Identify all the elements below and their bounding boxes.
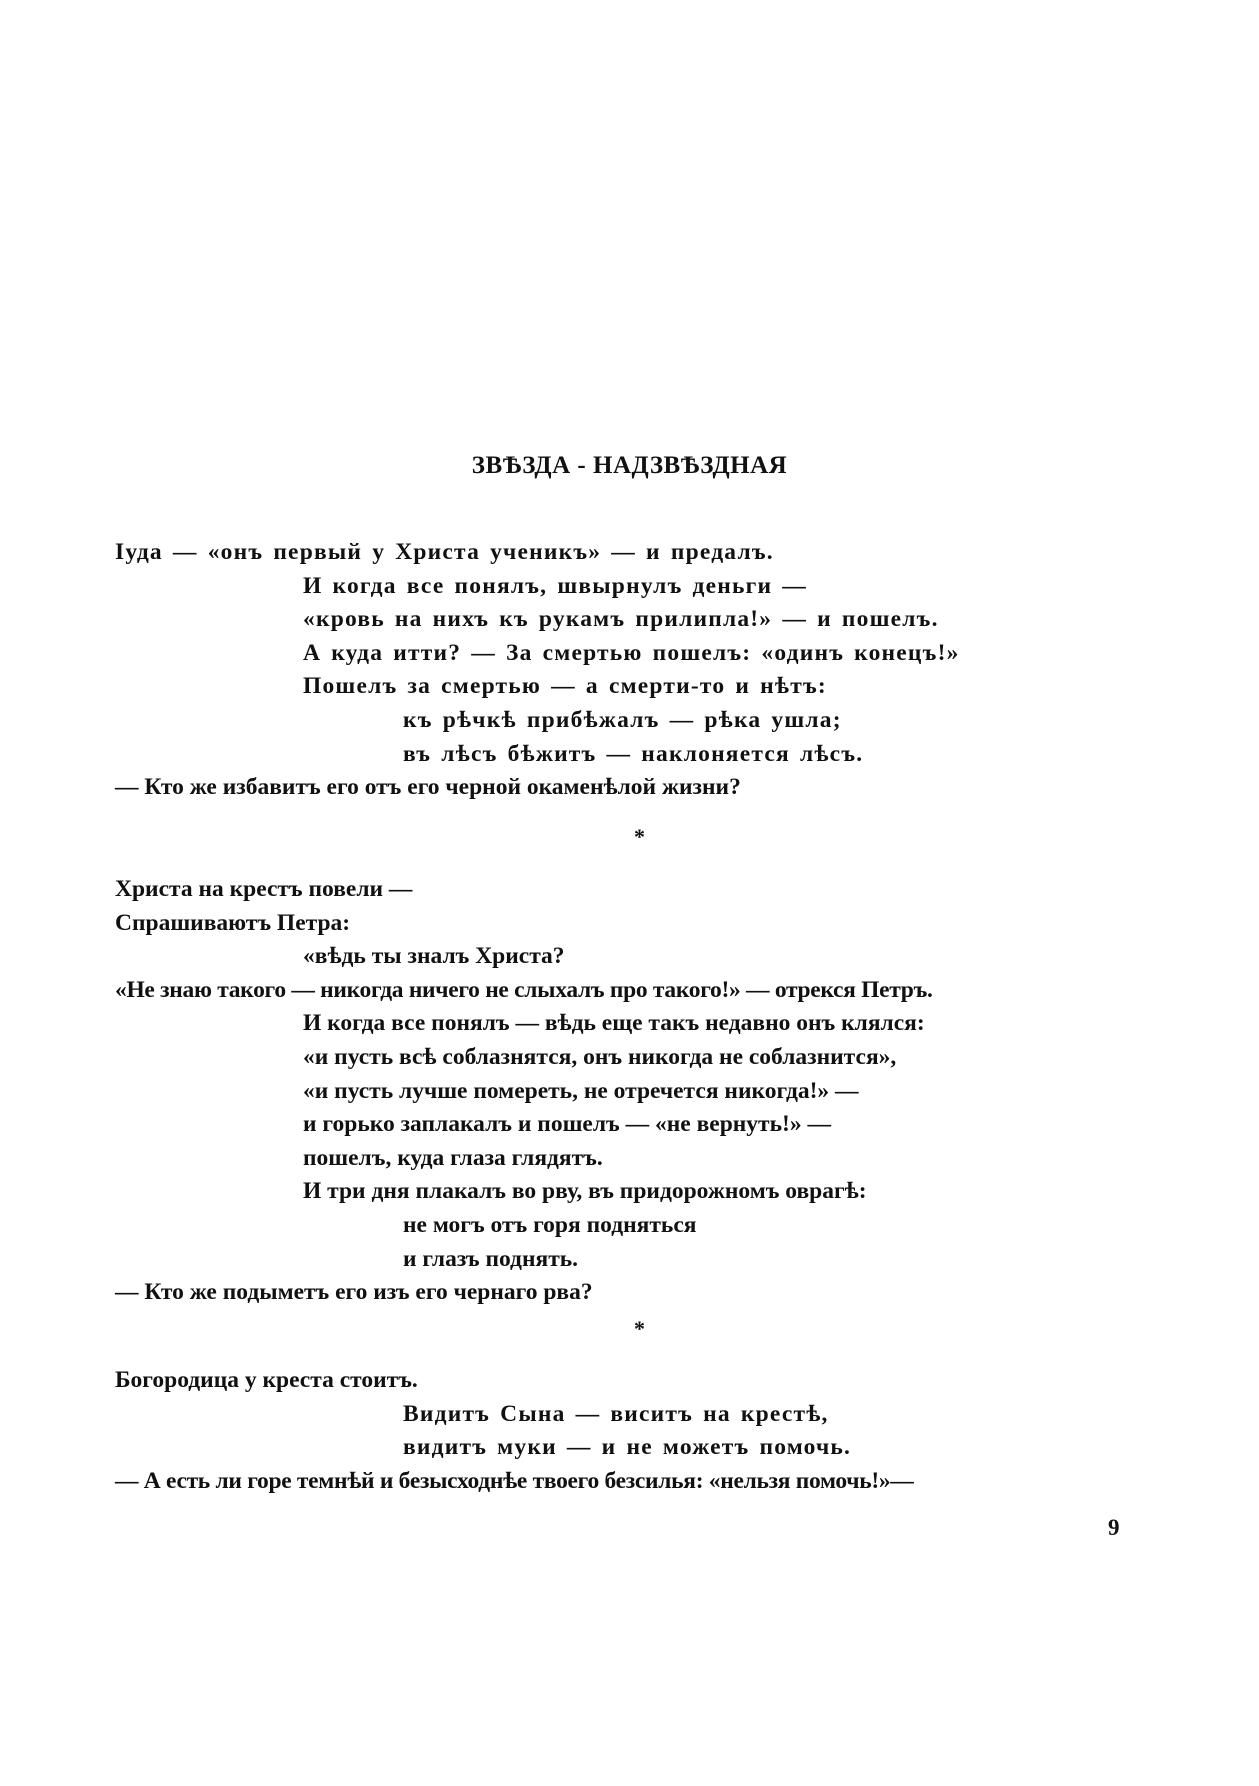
verse-line: — Кто же подыметъ его изъ его чернаго рва? (115, 1279, 593, 1306)
verse-line: «вѣдь ты зналъ Христа? (303, 943, 565, 970)
stanza-separator: * (634, 1316, 645, 1341)
verse-line: — А есть ли горе темнѣй и безысходнѣе твоего безсилья: «нельзя помочь!»— (115, 1467, 914, 1494)
page-number: 9 (1108, 1515, 1120, 1540)
verse-line: Богородица у креста стоитъ. (115, 1367, 418, 1393)
verse-line: И когда все понялъ — вѣдь еще такъ недавно онъ клялся: (303, 1010, 925, 1037)
verse-line: Пошелъ за смертью — а смерти-то и нѣтъ: (303, 673, 827, 700)
verse-line: «кровь на нихъ къ рукамъ прилипла!» — и пошелъ. (303, 606, 939, 633)
stanza-judas (115, 536, 1245, 805)
verse-line: «и пусть всѣ соблазнятся, онъ никогда не соблазнится», (303, 1043, 897, 1070)
verse-line: Видитъ Сына — виситъ на крестѣ, (403, 1400, 829, 1427)
poem-title: ЗВѢЗДА - НАДЗВѢЗДНАЯ (471, 452, 788, 479)
verse-line: «Не знаю такого — никогда ничего не слыхалъ про такого!» — отрекся Петръ. (115, 976, 933, 1003)
verse-line: Іуда — «онъ первый у Христа ученикъ» — и предалъ. (115, 539, 774, 565)
stanza-separator: * (634, 824, 645, 849)
verse-line: и глазъ поднять. (403, 1245, 579, 1272)
verse-line: И три дня плакалъ во рву, въ придорожномъ оврагѣ: (303, 1178, 867, 1205)
stanza-theotokos (115, 1364, 1245, 1498)
verse-line: пошелъ, куда глаза глядятъ. (303, 1144, 603, 1171)
verse-line: И когда все понялъ, швырнулъ деньги — (303, 572, 808, 599)
verse-line: А куда итти? — За смертью пошелъ: «одинъ конецъ!» (303, 639, 960, 666)
verse-line: Христа на крестъ повели — (115, 876, 413, 902)
verse-line: Спрашиваютъ Петра: (115, 909, 351, 936)
verse-line: — Кто же избавитъ его отъ его черной окаменѣлой жизни? (115, 774, 741, 801)
verse-line: видитъ муки — и не можетъ помочь. (403, 1434, 852, 1461)
verse-line: «и пусть лучше помереть, не отречется никогда!» — (303, 1077, 859, 1104)
verse-line: къ рѣчкѣ прибѣжалъ — рѣка ушла; (403, 706, 842, 733)
verse-line: не могъ отъ горя подняться (403, 1211, 697, 1238)
verse-line: и горько заплакалъ и пошелъ — «не вернуть!» — (303, 1111, 831, 1138)
stanza-peter (115, 873, 1245, 1310)
verse-line: въ лѣсъ бѣжитъ — наклоняется лѣсъ. (403, 740, 864, 767)
